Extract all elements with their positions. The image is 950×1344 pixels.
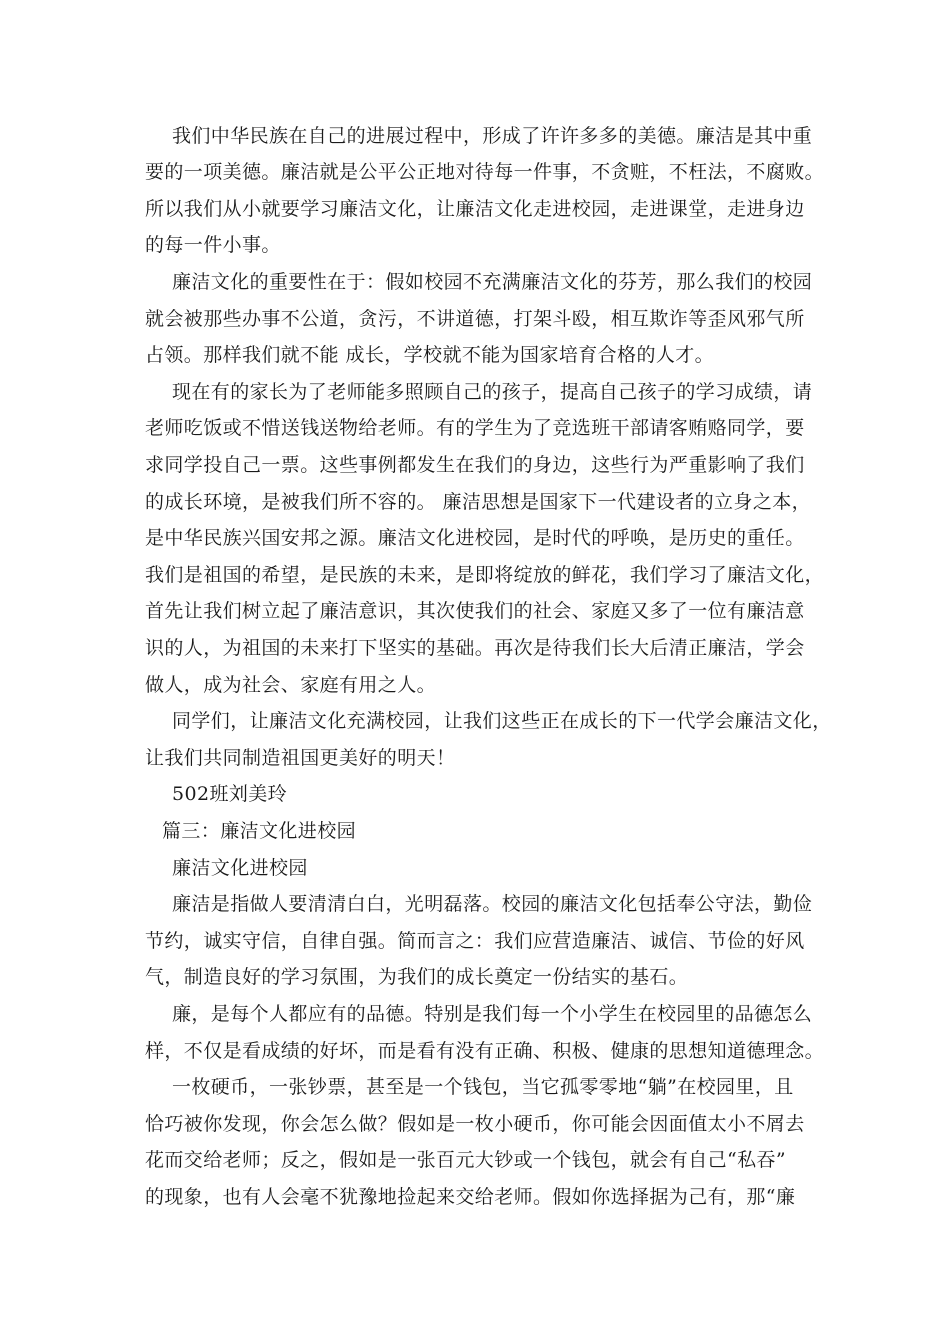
paragraph-line: 同学们，让廉洁文化充满校园，让我们这些正在成长的下一代学会廉洁文化， [172,710,832,732]
paragraph-line: 老师吃饭或不惜送钱送物给老师。有的学生为了竞选班干部请客贿赂同学，要 [145,417,805,439]
paragraph-line: 节约，诚实守信，自律自强。简而言之：我们应营造廉洁、诚信、节俭的好风 [145,930,805,952]
paragraph-line: 就会被那些办事不公道，贪污，不讲道德，打架斗殴，相互欺诈等歪风邪气所 [145,308,805,330]
paragraph-line: 廉洁文化的重要性在于：假如校园不充满廉洁文化的芬芳，那么我们的校园 [172,271,813,293]
paragraph-line: 的每一件小事。 [145,234,281,256]
paragraph-line: 识的人，为祖国的未来打下坚实的基础。再次是待我们长大后清正廉洁，学会 [145,637,805,659]
paragraph-line: 占领。那样我们就不能 成长，学校就不能为国家培育合格的人才。 [145,344,715,366]
paragraph-line: 廉，是每个人都应有的品德。特别是我们每一个小学生在校园里的品德怎么 [172,1003,813,1025]
paragraph-line: 首先让我们树立起了廉洁意识，其次使我们的社会、家庭又多了一位有廉洁意 [145,600,805,622]
paragraph-line: 的成长环境，是被我们所不容的。 廉洁思想是国家下一代建设者的立身之本， [145,491,812,513]
paragraph-line: 廉洁是指做人要清清白白，光明磊落。校园的廉洁文化包括奉公守法，勤俭 [172,893,813,915]
paragraph-line: 做人，成为社会、家庭有用之人。 [145,674,437,696]
paragraph-line: 花而交给老师；反之，假如是一张百元大钞或一个钱包，就会有自己“私吞” [145,1149,787,1171]
paragraph-line: 所以我们从小就要学习廉洁文化，让廉洁文化走进校园，走进课堂，走进身边 [145,198,805,220]
paragraph-line: 是中华民族兴国安邦之源。廉洁文化进校园，是时代的呼唤，是历史的重任。 [145,527,805,549]
paragraph-line: 现在有的家长为了老师能多照顾自己的孩子，提高自己孩子的学习成绩，请 [172,381,813,403]
paragraph-line: 的现象，也有人会毫不犹豫地捡起来交给老师。假如你选择据为己有，那“廉 [145,1186,796,1208]
paragraph-line: 恰巧被你发现，你会怎么做？假如是一枚小硬币，你可能会因面值太小不屑去 [145,1113,805,1135]
paragraph-line: 样，不仅是看成绩的好坏，而是看有没有正确、积极、健康的思想知道德理念。 [145,1040,825,1062]
paragraph-line: 一枚硬币，一张钞票，甚至是一个钱包，当它孤零零地“躺”在校园里，且 [172,1076,794,1098]
article-title: 廉洁文化进校园 [172,857,308,879]
paragraph-line: 要的一项美德。廉洁就是公平公正地对待每一件事，不贪赃，不枉法，不腐败。 [145,161,825,183]
section-title: 篇三：廉洁文化进校园 [162,820,357,842]
paragraph-line: 我们是祖国的希望，是民族的未来，是即将绽放的鲜花，我们学习了廉洁文化， [145,564,825,586]
paragraph-line: 让我们共同制造祖国更美好的明天！ [145,747,456,769]
paragraph-line: 我们中华民族在自己的进展过程中，形成了许许多多的美德。廉洁是其中重 [172,125,813,147]
paragraph-line: 求同学投自己一票。这些事例都发生在我们的身边，这些行为严重影响了我们 [145,454,805,476]
author-signature: 502班刘美玲 [172,783,288,805]
paragraph-line: 气，制造良好的学习氛围，为我们的成长奠定一份结实的基石。 [145,966,689,988]
